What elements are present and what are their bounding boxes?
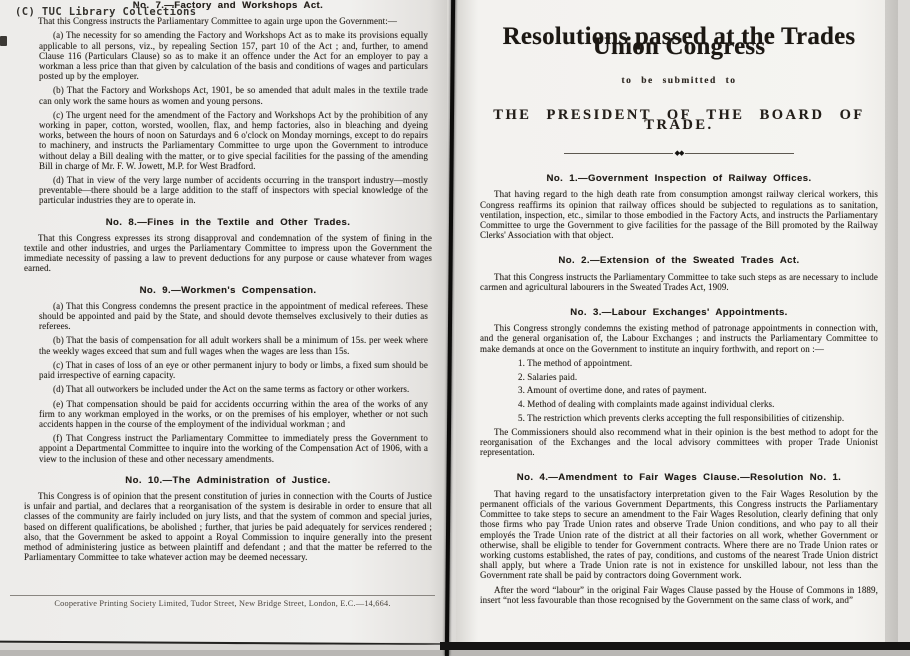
printer-imprint-text: Cooperative Printing Society Limited, Tudor Street, New Bridge Street, London, E.C.—14,664.: [54, 599, 391, 608]
section-7-clause-d: (d) That in view of the very large number of accidents occurring in the transport industry—mostly preventable—there should be a large addition to the staff of inspectors with special knowledge of the particular industries they are to operate in.: [39, 175, 428, 206]
section-3-paragraph-2: The Commissioners should also recommend what in their opinion is the best method to adopt for the reorganisation of the Exchanges and the local advisory committees with proper Trade Unionist representation.: [480, 426, 878, 458]
right-page-bottom-edge: [440, 642, 910, 650]
section-8-paragraph: That this Congress expresses its strong disapproval and condemnation of the system of fining in the textile and other industries, and urges the Parliamentary Committee to impress upon the Government the immediate necessity of passing a law to prevent deductions for any purpose or cause whatever from wages earned.: [24, 232, 432, 274]
section-7-heading: No. 7.—Factory and Workshops Act.: [132, 0, 324, 11]
list-item: 3. Amount of overtime done, and rates of payment.: [518, 385, 707, 396]
section-7-clause-a: (a) The necessity for so amending the Factory and Workshops Act as to make its provisions equally applicable to all persons, viz., by repealing Section 157, part 10 of the Act ; and, further, to amend Clause 116 (Particulars Clause) so as to make it an offence under the Act for an employer to pay a workman a less price than that given by calculation of the basis and conditions of wages and particulars posted up by the employer.: [39, 30, 428, 82]
section-7-clause-b: (b) That the Factory and Workshops Act, 1901, be so amended that adult males in the textile trade can only work the same hours as women and young persons.: [39, 85, 428, 106]
section-2-paragraph: That this Congress instructs the Parliamentary Committee to take such steps as are necessary to include carmen and agricultural labourers in the Sweated Trades Act, 1909.: [480, 271, 878, 292]
section-8-heading: No. 8.—Fines in the Textile and Other Trades.: [105, 216, 351, 228]
section-4-heading: No. 4.—Amendment to Fair Wages Clause.—Resolution No. 1.: [516, 472, 842, 484]
scan-background-bottom-left: [0, 644, 447, 650]
section-1-paragraph: That having regard to the high death rate from consumption amongst railway clerical workers, this Congress reaffirms its opinion that railway offices should be subjected to regulations as to sanitation, ventilation, inspection, etc., similar to those embodied in the Factory Acts, and instructs the Parliamentary Committee to urge the Government to give facilities for the passage of the Bill promoted by the Railway Clerks' Association with that object.: [480, 189, 878, 241]
section-10-paragraph: This Congress is of opinion that the present constitution of juries in connection with the Courts of Justice is unfair and partial, and declares that a reorganisation of the system is desirable in order to ensure that all classes of the community are fairly included on jury lists, and that the system of common and special juries, based on different qualifications, be abolished ; further, that juries be paid adequately for services rendered ; also, that the Government be asked to appoint a Royal Commission to inquire generally into the present method of administering justice as between plaintiff and defendant ; and that the matter be referred to the Parliamentary Committee to take whatever action may be deemed necessary.: [24, 490, 432, 563]
page-title: Resolutions passed at the Trades Union Congress: [502, 23, 856, 61]
list-item: 2. Salaries paid.: [518, 371, 578, 382]
footer-rule: [10, 595, 435, 596]
divider-ornament: [564, 148, 794, 158]
section-10-heading: No. 10.—The Administration of Justice.: [125, 474, 331, 486]
library-watermark: (C) TUC Library Collections: [15, 6, 197, 18]
list-item: 5. The restriction which prevents clerks accepting the full responsibilities of citizenship.: [518, 412, 845, 423]
section-4-paragraph-1: That having regard to the unsatisfactory interpretation given to the Fair Wages Resolution by the permanent officials of the various Government Departments, this Congress instructs the Parliamentary Committee to take steps to secure an amendment to the Fair Wages Resolution, clearly defining that only those firms who pay Trade Union rates and observe Trade Union conditions, and who pay to all their employés the Trade Union rate of the district at all their factories on all work, whether Government or otherwise, shall be eligible to tender for Government contracts. Where there are no Trade Union rates or working customs established, the rates of pay, conditions, and customs of the nearest Trade Union district shall apply, but where a Trade Union rate is not in existence for unskilled labour, not less than the Government rate shall be paid by contractors doing Government work.: [480, 488, 878, 581]
section-7-intro: That this Congress instructs the Parliamentary Committee to again urge upon the Government:—: [38, 16, 397, 27]
section-9-clause-e: (e) That compensation should be paid for accidents occurring within the area of the works of any firm to any workman employed in the works, or on the premises of his employer, whether or not such accidents happen in the course of the employment of the individual workman ; and: [39, 398, 428, 429]
section-4-paragraph-2: After the word “labour” in the original Fair Wages Clause passed by the House of Commons in 1889, insert “not less favourable than those recognised by the Government on the same class of work, and”: [480, 584, 878, 605]
inquiry-report-list: [518, 358, 878, 423]
section-3-paragraph: This Congress strongly condemns the existing method of patronage appointments in connection with, and the general organisation of, the Labour Exchanges ; and instructs the Parliamentary Committee to make demands at once on the Government to institute an inquiry forthwith, and report on :—: [480, 323, 878, 354]
section-2-heading: No. 2.—Extension of the Sweated Trades Act.: [558, 255, 800, 267]
section-9-clause-d: (d) That all outworkers be included under the Act on the same terms as factory or other workers.: [53, 384, 410, 395]
section-7-clause-c: (c) The urgent need for the amendment of the Factory and Workshops Act by the prohibition of any working in paper, cotton, worsted, woollen, flax, and hemp factories, also in bleaching and dyeing works, between the hours of noon on Saturdays and 6 o'clock on Monday mornings, except to do repairs to machinery, and instructs the Parliamentary Committee to urge upon the Government to introduce without delay a Bill dealing with the matter, or to give special facilities for the passing of the amending Bill in charge of Mr. F. W. Jowett, M.P. for West Bradford.: [39, 109, 428, 171]
addressee-line: THE PRESIDENT OF THE BOARD OF TRADE.: [493, 106, 865, 133]
section-9-clause-b: (b) That the basis of compensation for all adult workers shall be a minimum of 15s. per week where the weekly wages exceed that sum and full wages when the wages are less than 15s.: [39, 335, 428, 356]
section-9-clause-f: (f) That Congress instruct the Parliamentary Committee to immediately press the Government to appoint a Departmental Committee to inquire into the working of the Compensation Act of 1906, with a view to the inclusion of these and other necessary amendments.: [39, 433, 428, 464]
section-9-clause-a: (a) That this Congress condemns the present practice in the appointment of medical referees. These should be appointed and paid by the State, and should devote themselves exclusively to their duties as referees.: [39, 300, 428, 332]
ornament-rule-left: [564, 153, 673, 154]
section-9-clause-c: (c) That in cases of loss of an eye or other permanent injury to body or limbs, a fixed sum should be paid irrespective of earning capacity.: [39, 359, 428, 381]
diamond-ornament-icon: ◆◆: [674, 149, 684, 158]
scan-edge-mark: [0, 36, 7, 46]
printer-imprint: [10, 595, 435, 608]
ornament-rule-right: [685, 153, 794, 154]
section-3-heading: No. 3.—Labour Exchanges' Appointments.: [570, 307, 788, 319]
page-subtitle: to be submitted to: [621, 76, 737, 87]
list-item: 1. The method of appointment.: [518, 357, 633, 368]
section-1-heading: No. 1.—Government Inspection of Railway Offices.: [546, 173, 812, 185]
section-9-heading: No. 9.—Workmen's Compensation.: [139, 284, 317, 296]
right-page: [456, 0, 898, 642]
page-deckle-edge: [885, 0, 898, 642]
left-page: [0, 0, 447, 642]
list-item: 4. Method of dealing with complaints made against individual clerks.: [518, 398, 775, 409]
